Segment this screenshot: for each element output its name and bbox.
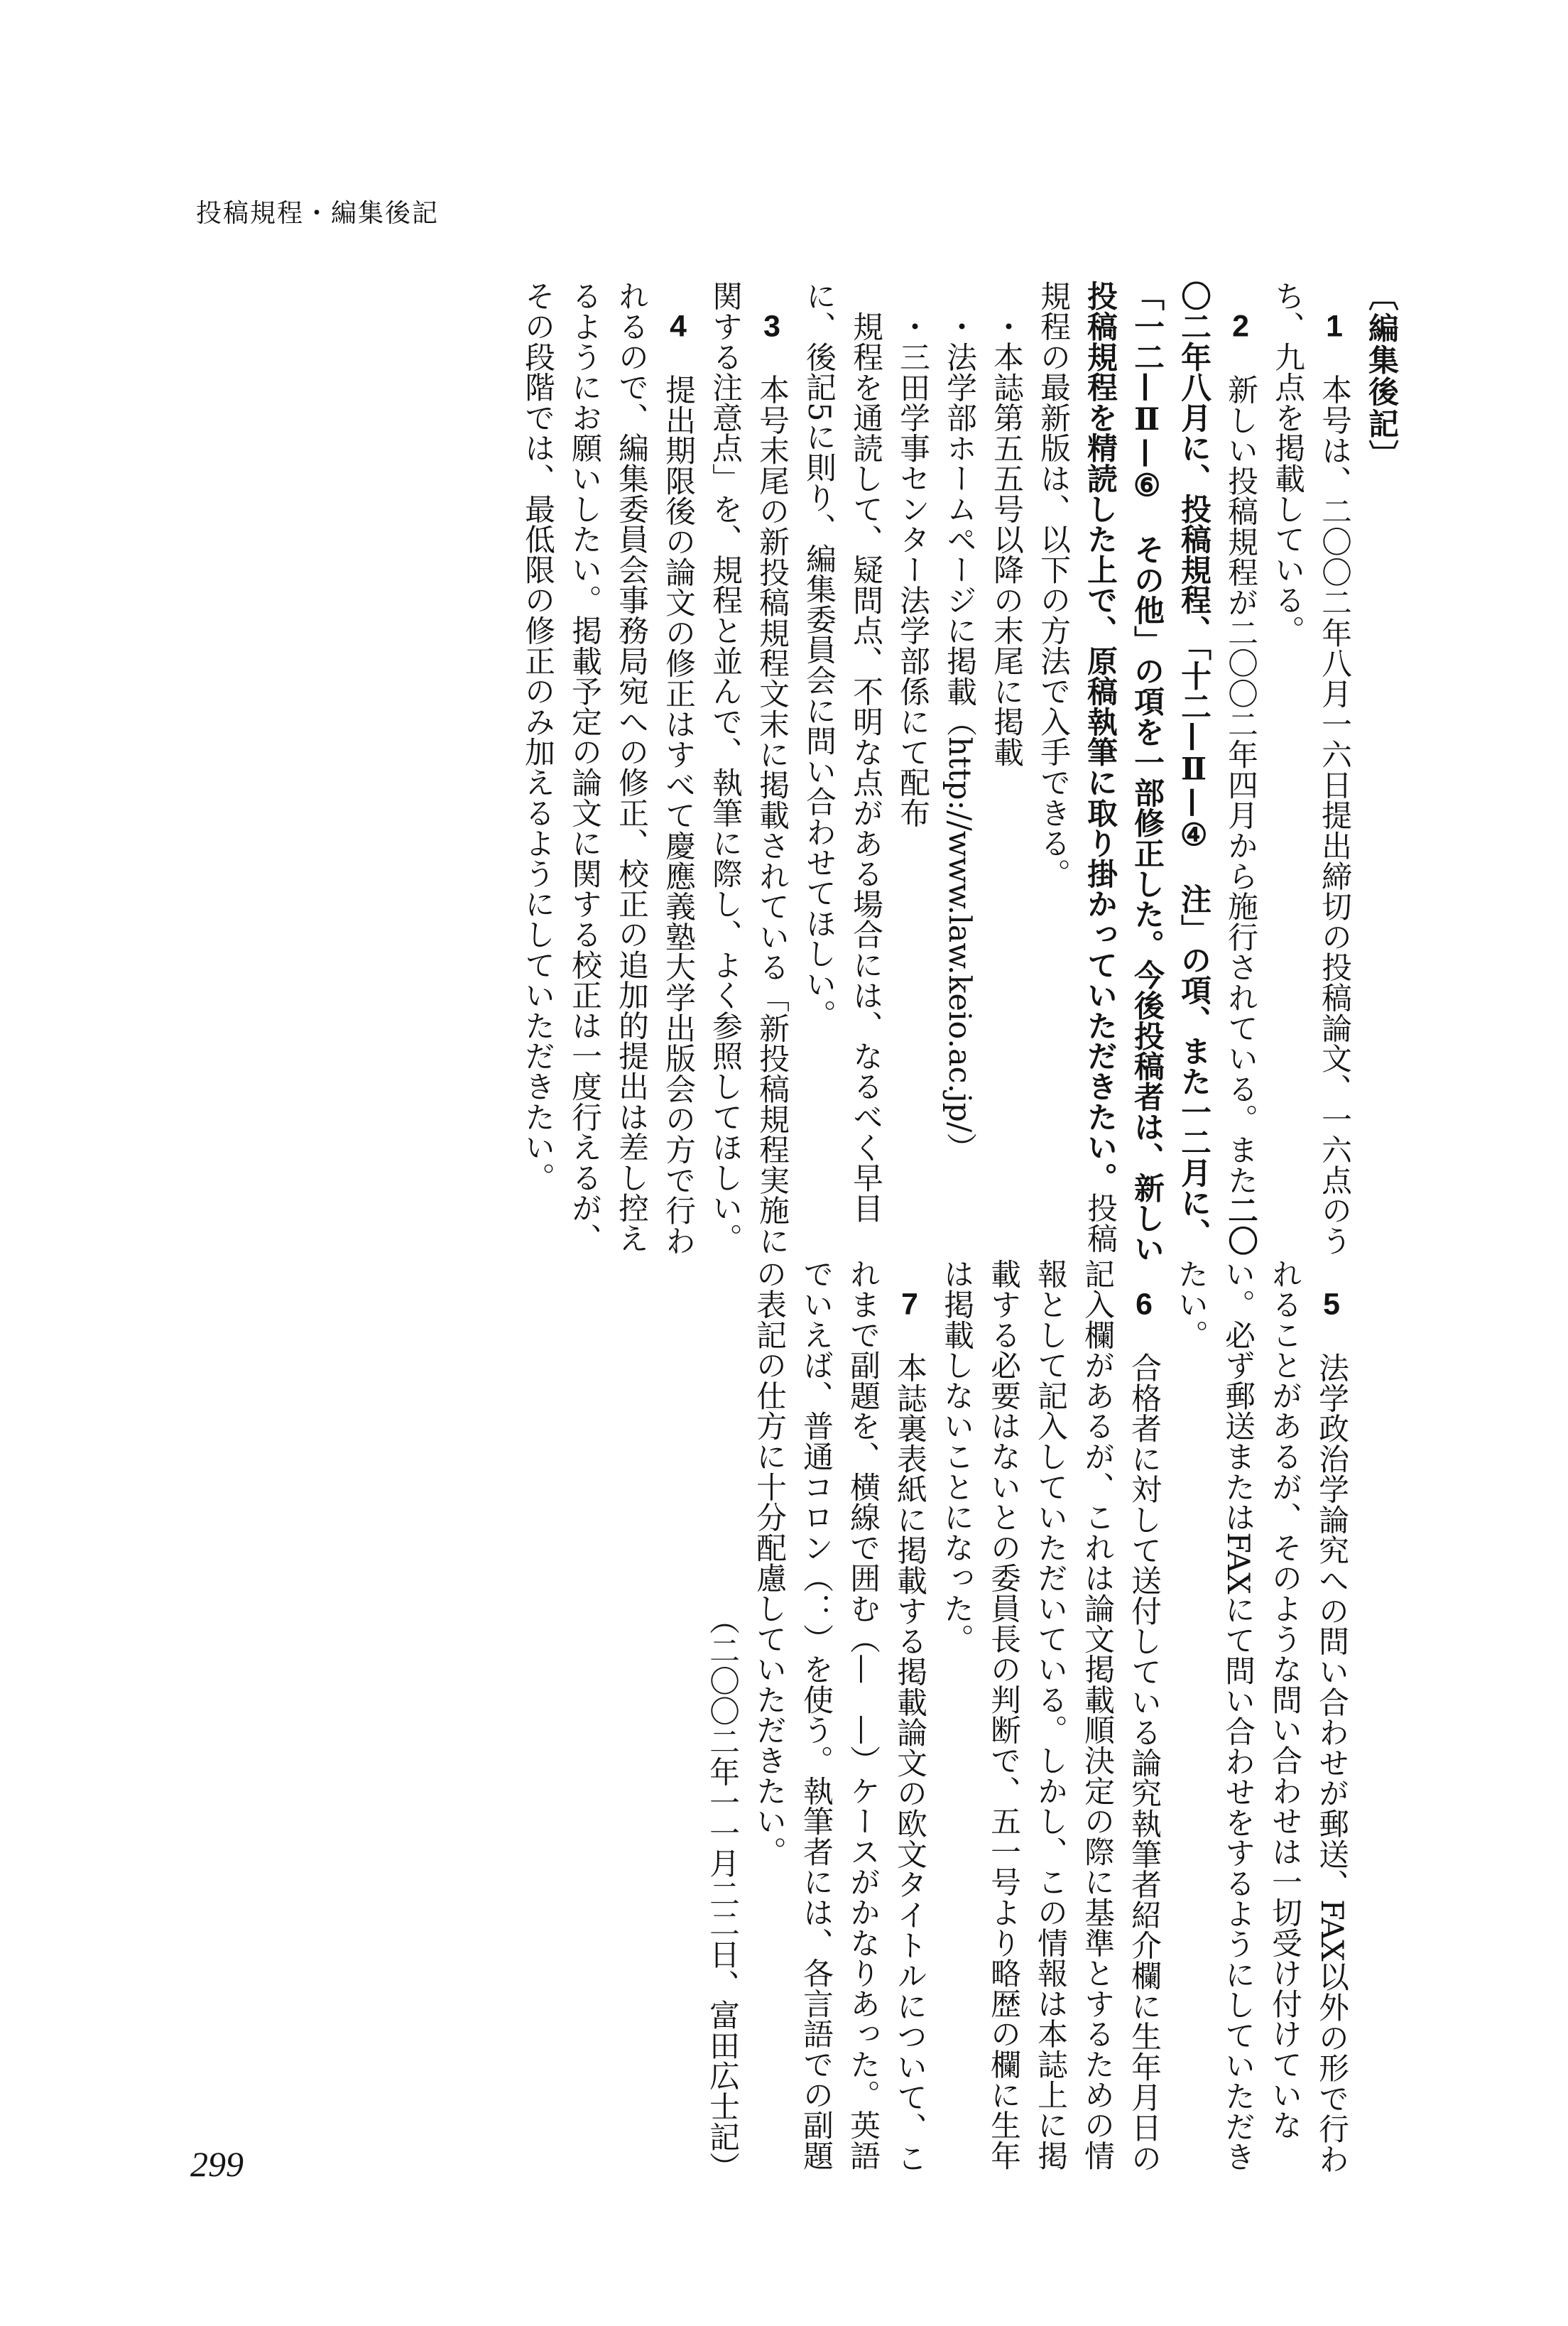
item-7-text: 本誌裏表紙に掲載する掲載論文の欧文タイトルについて、これまで副題を、横線で囲む（— —）ケースがかなりあった。英語でいえば、普通コロン（：）を使う。執筆者には、各言語での副題の表記の仕方に十分配慮していただきたい。 <box>751 1259 927 2173</box>
item-2-text-b: た <box>1223 1164 1258 1195</box>
item-6 <box>933 1259 1167 2182</box>
item-3-text: 本号末尾の新投稿規程文末に掲載されている「新投稿規程実施に関する注意点」を、規程と並んで、執筆に際し、よく参照してほしい。 <box>707 281 790 1256</box>
bullet-item-3: ・三田学事センター法学部係にて配布 <box>895 310 930 828</box>
item-7-number: 7 <box>901 1288 918 1320</box>
item-3 <box>702 281 795 1268</box>
item-4-number: 4 <box>670 310 687 342</box>
item-2 <box>1030 281 1264 1268</box>
item-2-bold-notice: 二〇〇二年八月に、投稿規程、「十二—Ⅱ—④ 注」の項、また一二月に、「一二—Ⅱ—⑥ その他」の項を一部修正した。今後投稿者は、新しい投稿規程を精読した上で、原稿執筆に取り掛かっていただきたい。 <box>1082 281 1258 1263</box>
item-2-tail: 規程を通読して、疑問点、不明な点がある場合には、なるべく早目に、後記5に則り、編集委員会に問い合わせてほしい。 <box>801 281 883 1223</box>
page-number: 299 <box>190 2144 244 2184</box>
item-1 <box>1264 281 1358 1268</box>
editorial-column-upper <box>514 281 1405 1268</box>
signature: （二〇〇二年一一月二二日、富田広士記） <box>704 1604 740 2182</box>
section-title: 〔編集後記〕 <box>1363 281 1399 472</box>
item-1-text: 本号は、二〇〇二年八月一六日提出締切の投稿論文、一六点のうち、九点を掲載している。 <box>1270 281 1352 1256</box>
item-2-number: 2 <box>1232 310 1249 342</box>
item-6-text: 合格者に対して送付している論究執筆者紹介欄に生年月日の記入欄があるが、これは論文掲載順決定の際に基準とするための情報として記入していただいている。しかし、この情報は本誌上に掲載する必要はないとの委員長の判断で、五一号より略歴の欄に生年は掲載しないことになった。 <box>939 1259 1162 2173</box>
bullet-item-2: ・法学部ホームページに掲載（http://www.law.keio.ac.jp/） <box>942 310 977 1163</box>
editorial-column-lower <box>699 1259 1355 2182</box>
item-3-number: 3 <box>763 310 780 342</box>
running-header: 投稿規程・編集後記 <box>196 199 440 228</box>
item-5-text: 法学政治学論究への問い合わせが郵送、FAX以外の形で行われることがあるが、そのような問い合わせは一切受け付けていない。必ず郵送またはFAXにて問い合わせをするようにしていただきたい。 <box>1173 1259 1349 2174</box>
item-7 <box>746 1259 933 2182</box>
item-6-number: 6 <box>1136 1288 1153 1320</box>
item-5-number: 5 <box>1323 1288 1340 1320</box>
item-4-text: 提出期限後の論文の修正はすべて慶應義塾大学出版会の方で行われるので、編集委員会事務局宛への修正、校正の追加的提出は差し控えるようにお願いしたい。掲載予定の論文に関する校正は一度行えるが、その段階では、最低限の修正のみ加えるようにしていただきたい。 <box>520 281 696 1256</box>
item-2-text-a: 新しい投稿規程が二〇〇二年四月から施行されている。ま <box>1223 374 1258 1165</box>
item-4 <box>514 281 702 1268</box>
item-5 <box>1167 1259 1355 2182</box>
item-1-number: 1 <box>1326 310 1343 342</box>
item-2-text-c: 投稿規程の最新版は、以下の方法で入手できる。 <box>1035 281 1118 1254</box>
bullet-item-1: ・本誌第五五号以降の末尾に掲載 <box>989 310 1024 767</box>
